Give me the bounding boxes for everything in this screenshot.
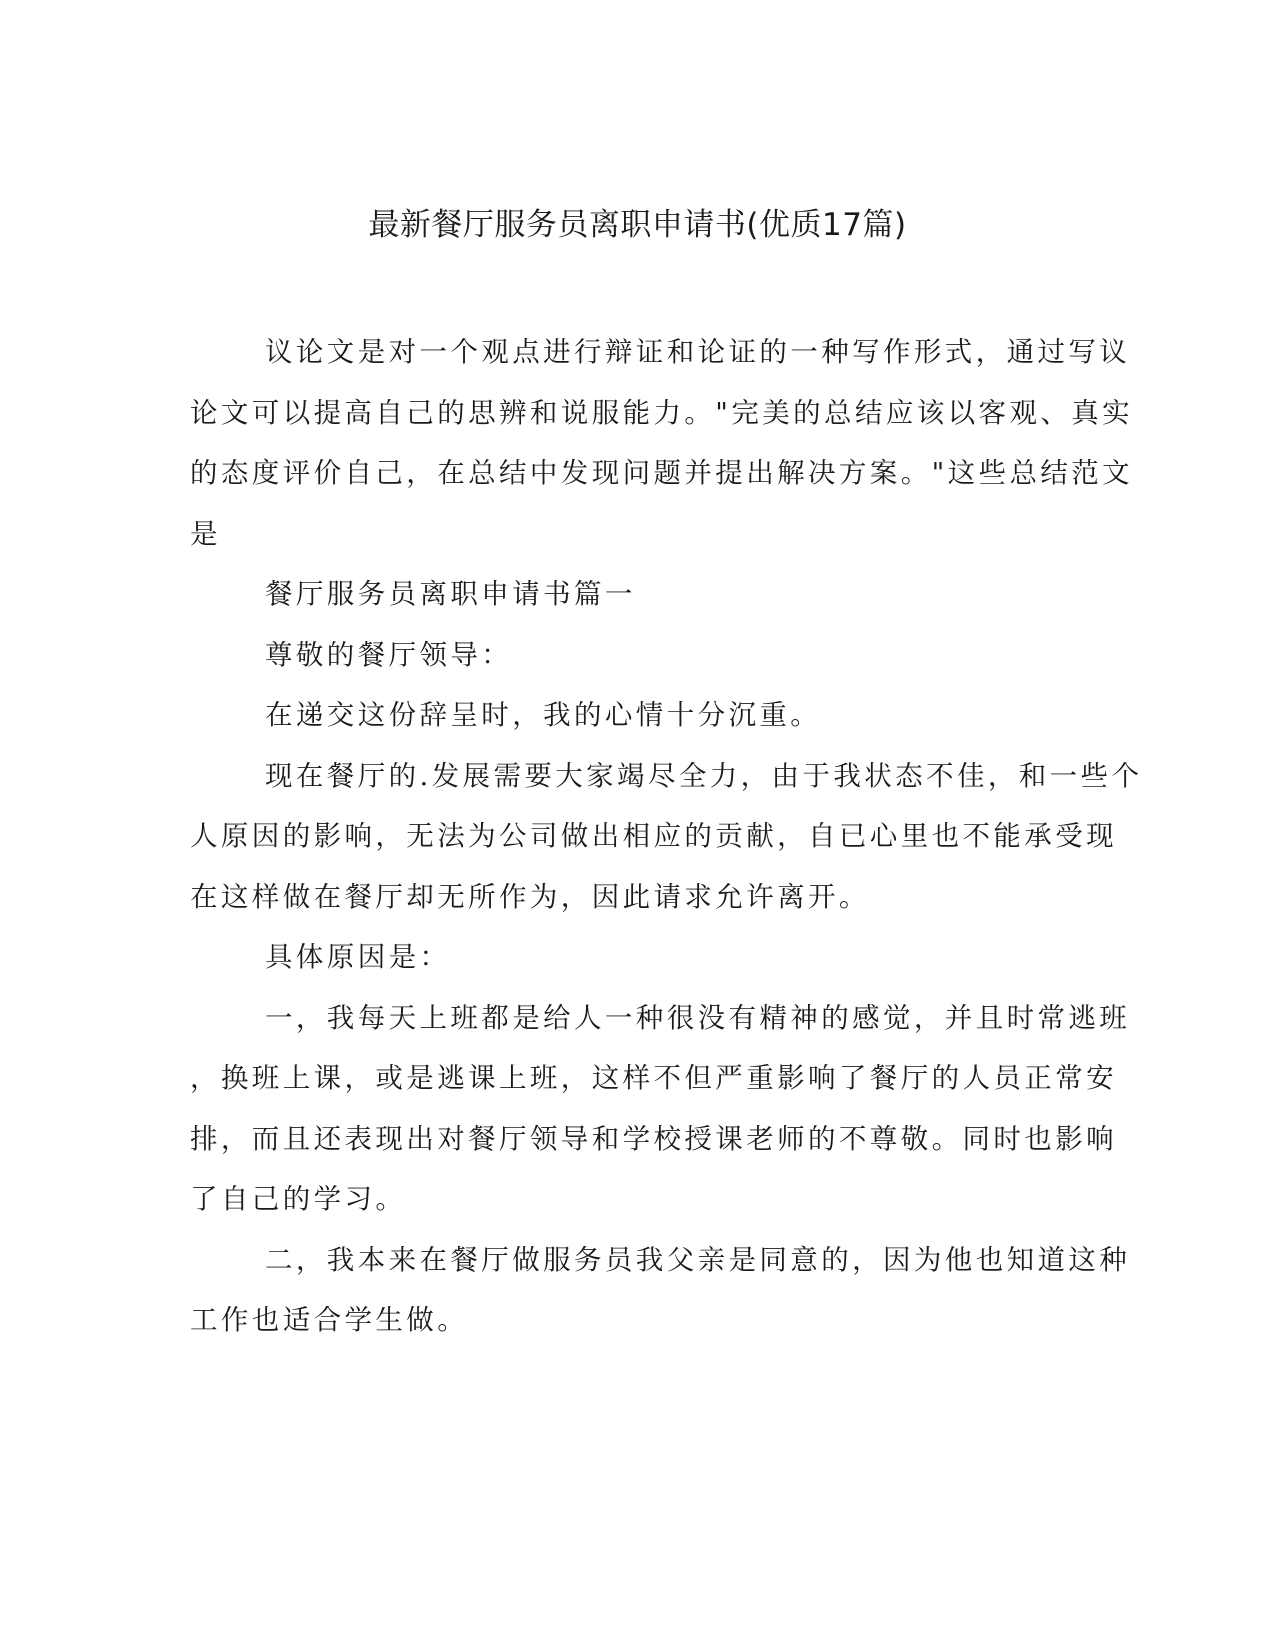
document-body [190,322,1143,1351]
text-line: 议论文是对一个观点进行辩证和论证的一种写作形式，通过写议 [265,336,1131,368]
text-line: 在这样做在餐厅却无所作为，因此请求允许离开。 [190,880,870,913]
paragraph [190,988,1131,1230]
text-line: ，换班上课，或是逃课上班，这样不但严重影响了餐厅的人员正常安 [190,1062,1117,1094]
text-line: 一，我每天上班都是给人一种很没有精神的感觉，并且时常逃班 [265,1001,1131,1034]
text-line: 的态度评价自己，在总结中发现问题并提出解决方案。"这些总结范文 [190,457,1134,489]
text-line: 二，我本来在餐厅做服务员我父亲是同意的，因为他也知道这种 [265,1243,1131,1276]
text-line: 是 [190,517,221,550]
text-line: 具体原因是： [265,941,451,973]
paragraph-intro [190,322,1134,564]
paragraph [190,1230,1131,1351]
text-line: 了自己的学习。 [190,1183,407,1215]
text-line: 在递交这份辞呈时，我的心情十分沉重。 [265,699,822,731]
paragraph [190,927,1090,988]
paragraph [190,746,1143,928]
text-line: 工作也适合学生做。 [190,1304,469,1336]
text-line: 尊敬的餐厅领导： [265,638,513,671]
text-line: 现在餐厅的.发展需要大家竭尽全力，由于我状态不佳，和一些个 [265,759,1143,792]
text-line: 排，而且还表现出对餐厅领导和学校授课老师的不尊敬。同时也影响 [190,1122,1117,1155]
document-title: 最新餐厅服务员离职申请书(优质17篇) [368,207,907,243]
paragraph [190,685,1090,746]
salutation [190,625,1090,686]
text-line: 人原因的影响，无法为公司做出相应的贡献，自已心里也不能承受现 [190,820,1117,852]
section-heading [190,564,1090,625]
text-line: 餐厅服务员离职申请书篇一 [265,578,636,610]
text-line: 论文可以提高自己的思辨和说服能力。"完美的总结应该以客观、真实 [190,396,1134,429]
